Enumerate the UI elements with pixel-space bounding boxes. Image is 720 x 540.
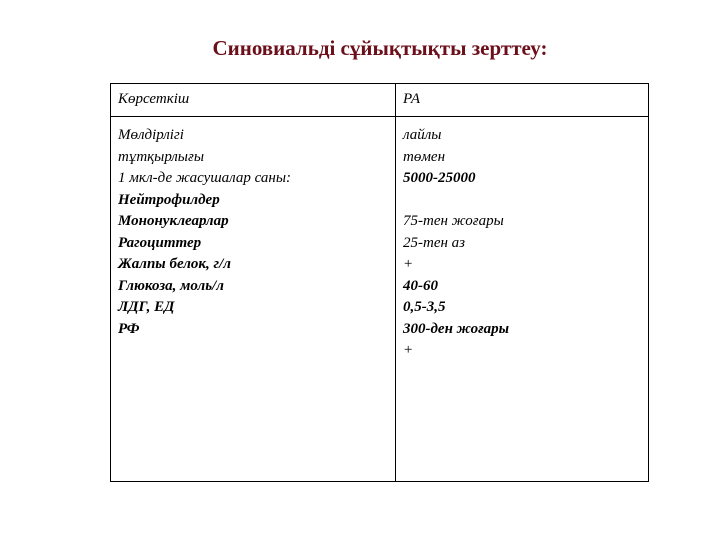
value-glucose: 0,5-3,5: [403, 299, 446, 315]
value-spacer: [403, 190, 648, 212]
indicator-ragocytes: Рагоциттер: [118, 234, 202, 251]
value-ldh: 300-ден жоғары: [403, 320, 510, 337]
table-row: [111, 117, 649, 482]
indicator-rf: РФ: [118, 320, 140, 337]
page-title: Синовиальді сұйықтықты зерттеу:: [212, 36, 548, 60]
header-cell-indicator: Көрсеткіш: [111, 84, 396, 117]
indicator-mononuclears: Мононуклеарлар: [118, 213, 229, 229]
header-cell-ra: РА: [396, 84, 649, 117]
indicator-glucose: Глюкоза, моль/л: [118, 277, 224, 294]
value-clarity: лайлы: [403, 127, 442, 143]
value-cell-count: 5000-25000: [403, 170, 476, 186]
value-total-protein: 40-60: [403, 277, 438, 294]
indicator-clarity: Мөлдірлігі: [118, 127, 184, 143]
value-mononuclears: 25-тен аз: [403, 234, 466, 251]
indicator-total-protein: Жалпы белок, г/л: [118, 256, 231, 272]
value-ragocytes: +: [403, 256, 414, 272]
data-table: [110, 83, 649, 482]
values-cell: [396, 117, 649, 482]
value-neutrophils: 75-тен жоғары: [403, 213, 504, 229]
table-header-row: [111, 84, 649, 117]
indicator-neutrophils: Нейтрофилдер: [118, 191, 220, 208]
value-rf: +: [403, 342, 414, 358]
value-viscosity: төмен: [403, 148, 446, 165]
indicator-ldh: ЛДГ, ЕД: [118, 299, 175, 315]
indicator-viscosity: тұтқырлығы: [118, 148, 204, 165]
indicators-cell: [111, 117, 396, 482]
indicator-cell-count: 1 мкл-де жасушалар саны:: [118, 170, 291, 186]
